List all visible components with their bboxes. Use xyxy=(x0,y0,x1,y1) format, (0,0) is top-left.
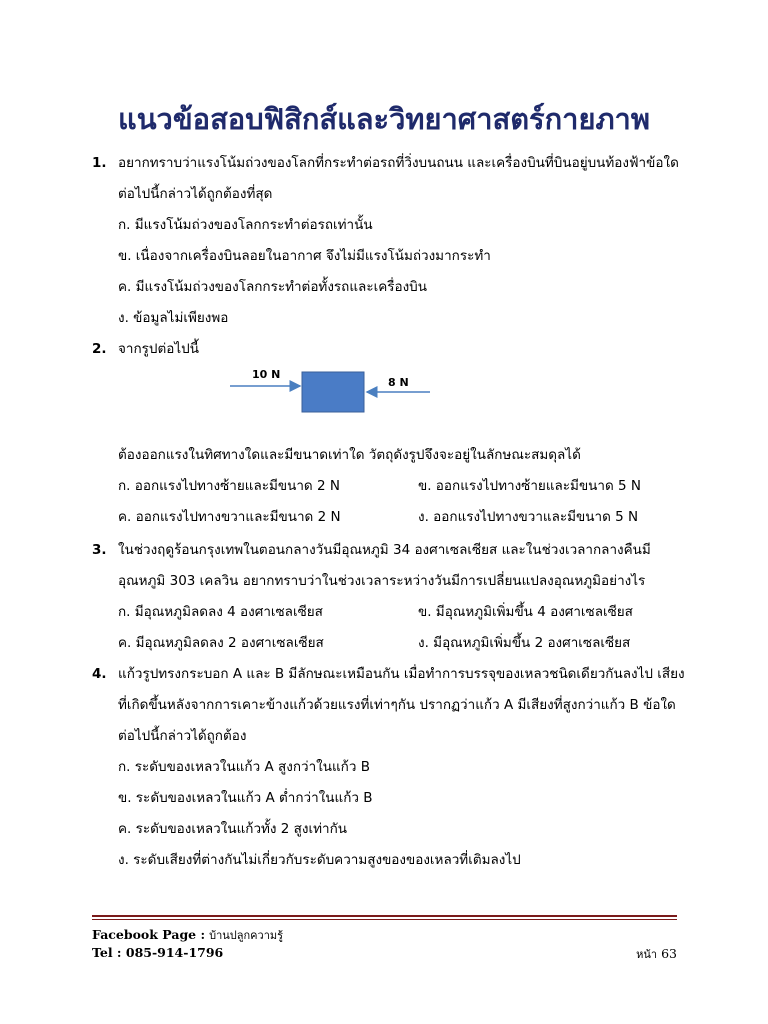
option-row xyxy=(118,471,692,502)
option-a: ก. มีอุณหภูมิลดลง 4 องศาเซลเซียส xyxy=(118,604,323,620)
option-row xyxy=(118,628,692,659)
option-b: ข. มีอุณหภูมิเพิ่มขึ้น 4 องศาเซลเซียส xyxy=(418,604,633,620)
question-2-continued xyxy=(92,440,692,533)
option-a: ก. มีแรงโน้มถ่วงของโลกกระทำต่อรถเท่านั้น xyxy=(118,217,373,233)
question-text-line: ต่อไปนี้กล่าวได้ถูกต้อง xyxy=(118,728,247,744)
question-text-line: ที่เกิดขึ้นหลังจากการเคาะข้างแก้วด้วยแรงที่เท่าๆกัน ปรากฏว่าแก้ว A มีเสียงที่สูงกว่าแก้ว B ข้อใด xyxy=(118,697,676,713)
footer-divider xyxy=(92,915,677,920)
question-1 xyxy=(92,148,692,334)
force-diagram xyxy=(230,366,430,416)
question-3 xyxy=(92,535,692,659)
question-text-line: อยากทราบว่าแรงโน้มถ่วงของโลกที่กระทำต่อรถที่วิ่งบนถนน และเครื่องบินที่บินอยู่บนท้องฟ้าข้อใด xyxy=(118,155,679,171)
option-d: ง. ข้อมูลไม่เพียงพอ xyxy=(118,310,229,326)
question-text-line: ในช่วงฤดูร้อนกรุงเทพในตอนกลางวันมีอุณหภูมิ 34 องศาเซลเซียส และในช่วงเวลากลางคืนมี xyxy=(118,542,651,558)
facebook-label: Facebook Page : xyxy=(92,927,206,942)
question-number: 1. xyxy=(92,155,107,171)
option-c: ค. ออกแรงไปทางขวาและมีขนาด 2 N xyxy=(118,509,341,525)
left-force-label: 10 N xyxy=(252,368,281,381)
option-row xyxy=(118,597,692,628)
question-2 xyxy=(92,334,692,365)
option-row xyxy=(118,502,692,533)
facebook-page-name: บ้านปลูกความรู้ xyxy=(209,929,284,942)
question-text-line: อุณหภูมิ 303 เคลวิน อยากทราบว่าในช่วงเวลาระหว่างวันมีการเปลี่ยนแปลงอุณหภูมิอย่างไร xyxy=(118,573,646,589)
question-number: 2. xyxy=(92,341,107,357)
question-4 xyxy=(92,659,692,876)
page-title: แนวข้อสอบฟิสิกส์และวิทยาศาสตร์กายภาพ xyxy=(118,102,650,136)
question-text-line: ต้องออกแรงในทิศทางใดและมีขนาดเท่าใด วัตถุดังรูปจึงจะอยู่ในลักษณะสมดุลได้ xyxy=(118,447,581,463)
option-a: ก. ระดับของเหลวในแก้ว A สูงกว่าในแก้ว B xyxy=(118,759,370,775)
footer-tel: Tel : 085-914-1796 xyxy=(92,945,224,960)
object-block xyxy=(302,372,364,412)
option-b: ข. ระดับของเหลวในแก้ว A ต่ำกว่าในแก้ว B xyxy=(118,790,373,806)
page-number xyxy=(636,945,677,963)
option-a: ก. ออกแรงไปทางซ้ายและมีขนาด 2 N xyxy=(118,478,340,494)
option-c: ค. มีแรงโน้มถ่วงของโลกกระทำต่อทั้งรถและเครื่องบิน xyxy=(118,279,427,295)
question-number: 3. xyxy=(92,542,107,558)
option-d: ง. ออกแรงไปทางขวาและมีขนาด 5 N xyxy=(418,509,639,525)
option-b: ข. เนื่องจากเครื่องบินลอยในอากาศ จึงไม่มีแรงโน้มถ่วงมากระทำ xyxy=(118,248,491,264)
option-c: ค. มีอุณหภูมิลดลง 2 องศาเซลเซียส xyxy=(118,635,324,651)
question-number: 4. xyxy=(92,666,107,682)
page-number-value: 63 xyxy=(661,946,677,961)
question-text-line: ต่อไปนี้กล่าวได้ถูกต้องที่สุด xyxy=(118,186,273,202)
option-c: ค. ระดับของเหลวในแก้วทั้ง 2 สูงเท่ากัน xyxy=(118,821,348,837)
question-text-line: แก้วรูปทรงกระบอก A และ B มีลักษณะเหมือนกัน เมื่อทำการบรรจุของเหลวชนิดเดียวกันลงไป เสียง xyxy=(118,666,685,682)
right-force-label: 8 N xyxy=(388,376,409,389)
page-label: หน้า xyxy=(636,948,658,961)
option-d: ง. ระดับเสียงที่ต่างกันไม่เกี่ยวกับระดับความสูงของของเหลวที่เติมลงไป xyxy=(118,852,521,868)
force-diagram-svg xyxy=(230,366,430,416)
footer-facebook xyxy=(92,926,283,944)
option-d: ง. มีอุณหภูมิเพิ่มขึ้น 2 องศาเซลเซียส xyxy=(418,635,631,651)
option-b: ข. ออกแรงไปทางซ้ายและมีขนาด 5 N xyxy=(418,478,642,494)
question-text-line: จากรูปต่อไปนี้ xyxy=(118,341,199,357)
